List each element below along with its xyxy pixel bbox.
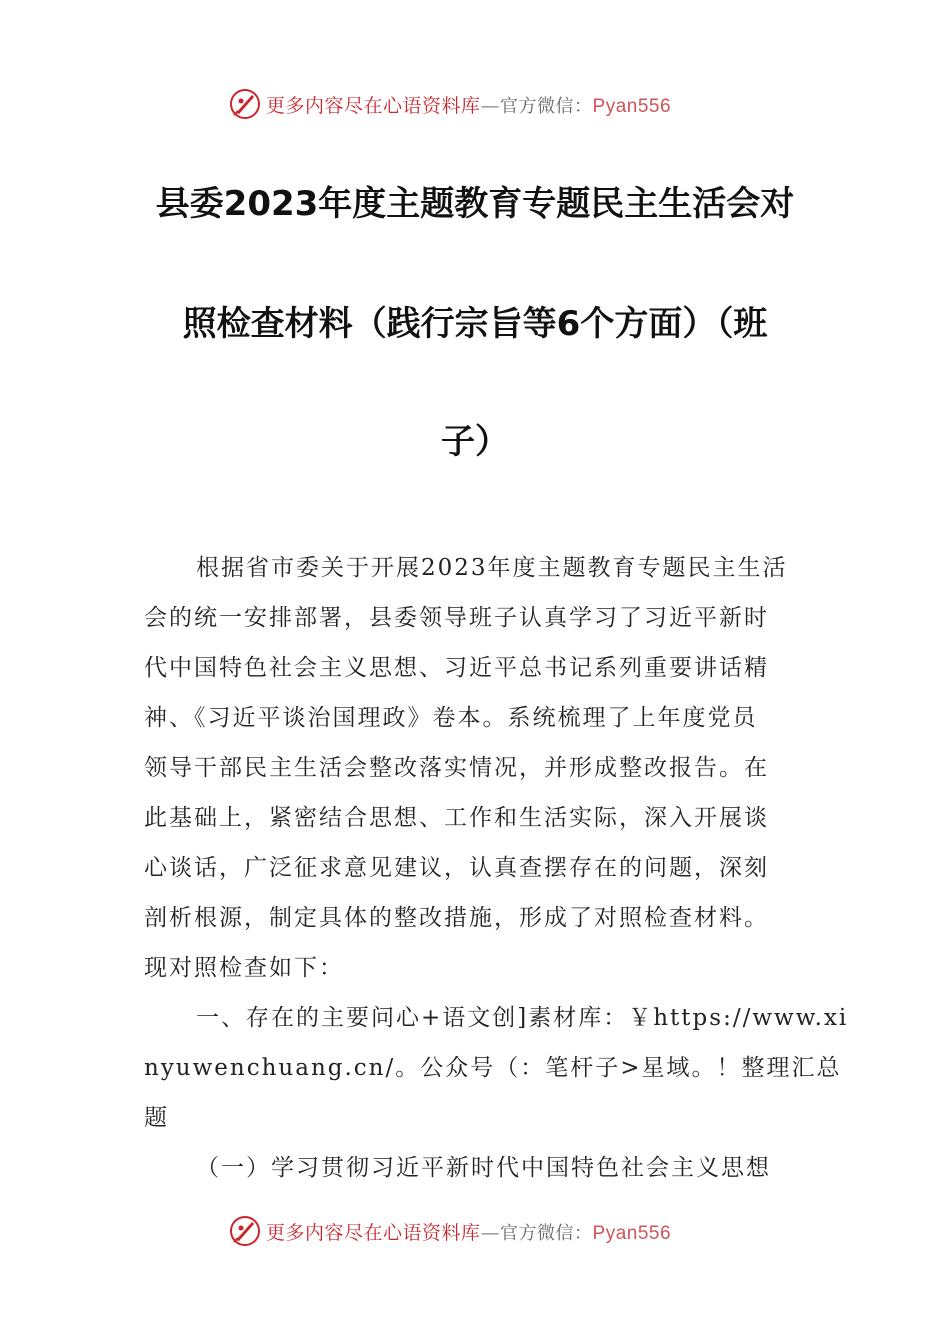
paragraph-line: 剖析根源，制定具体的整改措施，形成了对照检查材料。 <box>144 905 769 931</box>
paragraph-line: 神、《习近平谈治国理政》卷本。系统梳理了上年度党员 <box>144 705 758 731</box>
watermark-dash: — <box>480 1221 501 1244</box>
section-heading-line: 题 <box>144 1105 169 1131</box>
watermark-id: Pyan556 <box>592 1222 672 1244</box>
paragraph-line: 心谈话，广泛征求意见建议，认真查摆存在的问题，深刻 <box>144 855 769 881</box>
subsection-heading-line: （一）学习贯彻习近平新时代中国特色社会主义思想 <box>196 1155 771 1181</box>
quill-pen-icon <box>228 87 262 121</box>
document-title-line-1: 县委2023年度主题教育专题民主生活会对 <box>155 184 795 224</box>
header-watermark <box>0 84 950 124</box>
paragraph-line: 领导干部民主生活会整改落实情况，并形成整改报告。在 <box>144 755 769 781</box>
document-title-line-2: 照检查材料（践行宗旨等6个方面）（班 <box>182 304 768 344</box>
footer-watermark <box>0 1211 950 1251</box>
watermark-text: 更多内容尽在心语资料库 <box>266 1221 481 1244</box>
paragraph-line: 代中国特色社会主义思想、习近平总书记系列重要讲话精 <box>144 655 769 681</box>
paragraph-line: 此基础上，紧密结合思想、工作和生活实际，深入开展谈 <box>144 805 769 831</box>
paragraph-line: 现对照检查如下： <box>144 955 344 981</box>
watermark-dash: — <box>480 94 501 117</box>
watermark-tail: 官方微信： <box>500 95 593 117</box>
quill-pen-icon <box>228 1214 262 1248</box>
paragraph-line: 根据省市委关于开展2023年度主题教育专题民主生活 <box>196 555 788 581</box>
section-heading-line: 一、存在的主要问心+语文创]素材库：￥https://www.xi <box>196 1005 849 1031</box>
section-heading-line: nyuwenchuang.cn/。公众号（：笔杆子>星域。！整理汇总 <box>144 1055 842 1081</box>
document-title-line-3: 子） <box>441 422 509 462</box>
watermark-text: 更多内容尽在心语资料库 <box>266 94 481 117</box>
paragraph-line: 会的统一安排部署，县委领导班子认真学习了习近平新时 <box>144 605 769 631</box>
watermark-id: Pyan556 <box>592 95 672 117</box>
watermark-tail: 官方微信： <box>500 1222 593 1244</box>
